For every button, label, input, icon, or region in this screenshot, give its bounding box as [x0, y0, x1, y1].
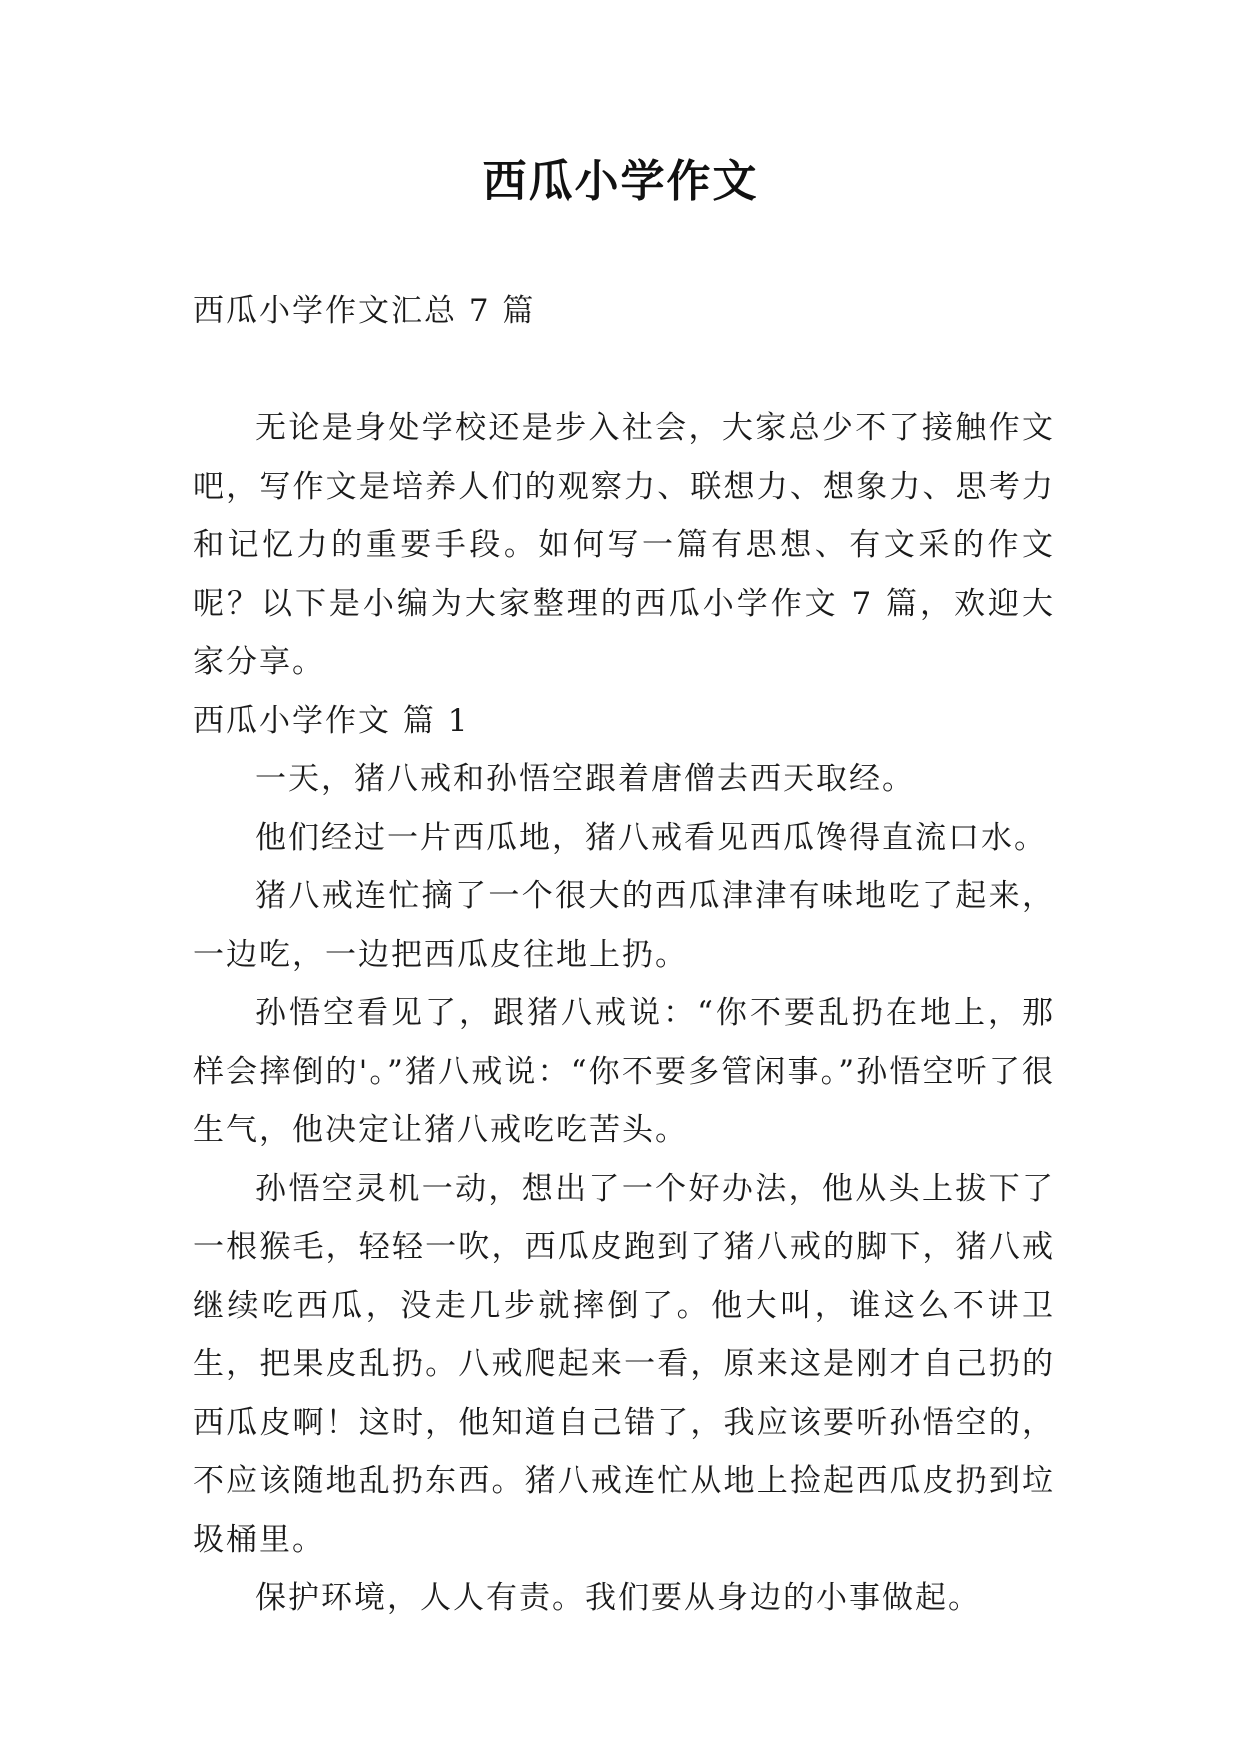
- body-paragraph-6: 保护环境，人人有责。我们要从身边的小事做起。: [255, 1580, 981, 1616]
- section-heading: 西瓜小学作文 篇 1: [193, 702, 470, 739]
- body-paragraph-5: 孙悟空灵机一动，想出了一个好办法，他从头上拔下了一根猴毛，轻轻一吹，西瓜皮跑到了猪八戒的脚下，猪八戒继续吃西瓜，没走几步就摔倒了。他大叫，谁这么不讲卫生，把果皮乱扔。八戒爬起来一看，原来这是刚才自己扔的西瓜皮啊！这时，他知道自己错了，我应该要听孙悟空的，不应该随地乱扔东西。猪八戒连忙从地上捡起西瓜皮扔到垃圾桶里。: [193, 1170, 1055, 1558]
- document-body: [193, 282, 1055, 1628]
- document-title: 西瓜小学作文: [482, 156, 759, 207]
- body-paragraph-3: 猪八戒连忙摘了一个很大的西瓜津津有味地吃了起来，一边吃，一边把西瓜皮往地上扔。: [193, 878, 1055, 973]
- document-subtitle: 西瓜小学作文汇总 7 篇: [193, 293, 536, 329]
- body-paragraph-1: 一天，猪八戒和孙悟空跟着唐僧去西天取经。: [255, 761, 915, 797]
- body-paragraph-2: 他们经过一片西瓜地，猪八戒看见西瓜馋得直流口水。: [255, 819, 1047, 856]
- body-paragraph-4: 孙悟空看见了，跟猪八戒说：“你不要乱扔在地上，那样会摔倒的'。”猪八戒说：“你不要多管闲事。”孙悟空听了很生气，他决定让猪八戒吃吃苦头。: [193, 995, 1055, 1148]
- intro-paragraph: 无论是身处学校还是步入社会，大家总少不了接触作文吧，写作文是培养人们的观察力、联想力、想象力、思考力和记忆力的重要手段。如何写一篇有思想、有文采的作文呢？以下是小编为大家整理的西瓜小学作文 7 篇，欢迎大家分享。: [193, 410, 1055, 680]
